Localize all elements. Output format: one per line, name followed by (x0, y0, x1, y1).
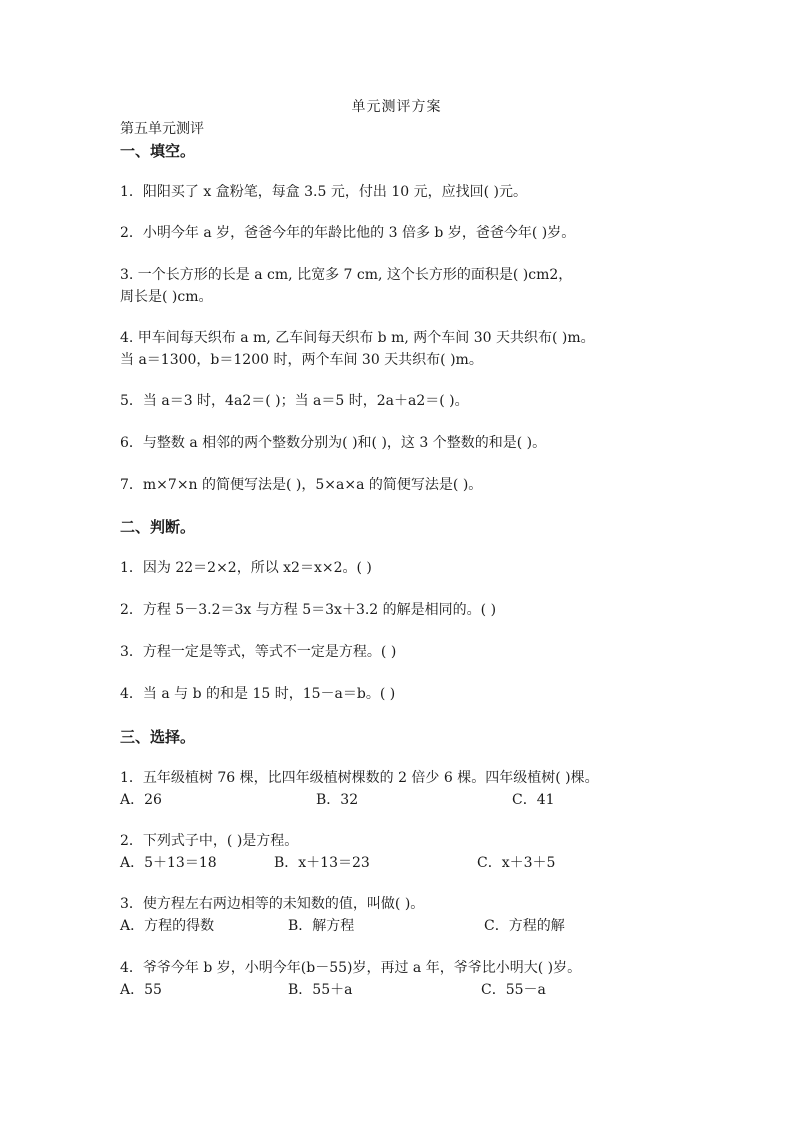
choice-option-b: B．32 (316, 792, 359, 808)
section-heading-fill: 一、填空。 (120, 142, 196, 160)
judge-question-4: 4．当 a 与 b 的和是 15 时，15－a＝b。( ) (120, 686, 396, 702)
fill-question-6: 6．与整数 a 相邻的两个整数分别为( )和( )，这 3 个整数的和是( )。 (120, 435, 547, 451)
choice-option-c: C．x＋3＋5 (477, 855, 556, 871)
choice-option-a: A．方程的得数 (120, 918, 215, 934)
page-title: 单元测评方案 (351, 99, 442, 115)
unit-subtitle: 第五单元测评 (120, 121, 204, 137)
choice-option-c: C．方程的解 (484, 918, 565, 934)
section-heading-judge: 二、判断。 (120, 518, 196, 536)
fill-question-4-line1: 4. 甲车间每天织布 a m, 乙车间每天织布 b m, 两个车间 30 天共织布( )m。 (120, 330, 595, 346)
choice-option-c: C．55－a (481, 982, 546, 998)
choice-option-b: B．x＋13＝23 (274, 855, 370, 871)
choice-option-b: B．解方程 (288, 918, 355, 934)
fill-question-5: 5．当 a＝3 时，4a2＝( )；当 a＝5 时，2a＋a2＝( )。 (120, 393, 469, 409)
choice-question-1: 1．五年级植树 76 棵，比四年级植树棵数的 2 倍少 6 棵。四年级植树( )棵。 (120, 770, 599, 786)
choice-question-4: 4．爷爷今年 b 岁，小明今年(b－55)岁，再过 a 年，爷爷比小明大( )岁。 (120, 960, 582, 976)
judge-question-3: 3．方程一定是等式，等式不一定是方程。( ) (120, 644, 397, 660)
fill-question-1: 1．阳阳买了 x 盒粉笔，每盒 3.5 元，付出 10 元，应找回( )元。 (120, 184, 527, 200)
fill-question-7: 7．m×7×n 的简便写法是( )，5×a×a 的简便写法是( )。 (120, 477, 483, 493)
section-heading-choice: 三、选择。 (120, 728, 196, 746)
choice-option-b: B．55＋a (288, 982, 353, 998)
judge-question-1: 1．因为 22＝2×2，所以 x2＝x×2。( ) (120, 560, 372, 576)
choice-question-2: 2．下列式子中，( )是方程。 (120, 833, 299, 849)
choice-option-a: A．55 (120, 982, 162, 998)
choice-question-3: 3．使方程左右两边相等的未知数的值，叫做( )。 (120, 896, 425, 912)
fill-question-3-line1: 3. 一个长方形的长是 a cm, 比宽多 7 cm, 这个长方形的面积是( )cm2， (120, 267, 573, 283)
choice-option-c: C．41 (512, 792, 555, 808)
choice-option-a: A．5＋13＝18 (120, 855, 217, 871)
judge-question-2: 2．方程 5－3.2＝3x 与方程 5＝3x＋3.2 的解是相同的。( ) (120, 602, 497, 618)
choice-option-a: A．26 (120, 792, 162, 808)
fill-question-4-line2: 当 a＝1300，b＝1200 时，两个车间 30 天共织布( )m。 (120, 352, 483, 368)
fill-question-2: 2．小明今年 a 岁，爸爸今年的年龄比他的 3 倍多 b 岁，爸爸今年( )岁。 (120, 225, 576, 241)
fill-question-3-line2: 周长是( )cm。 (120, 289, 213, 305)
